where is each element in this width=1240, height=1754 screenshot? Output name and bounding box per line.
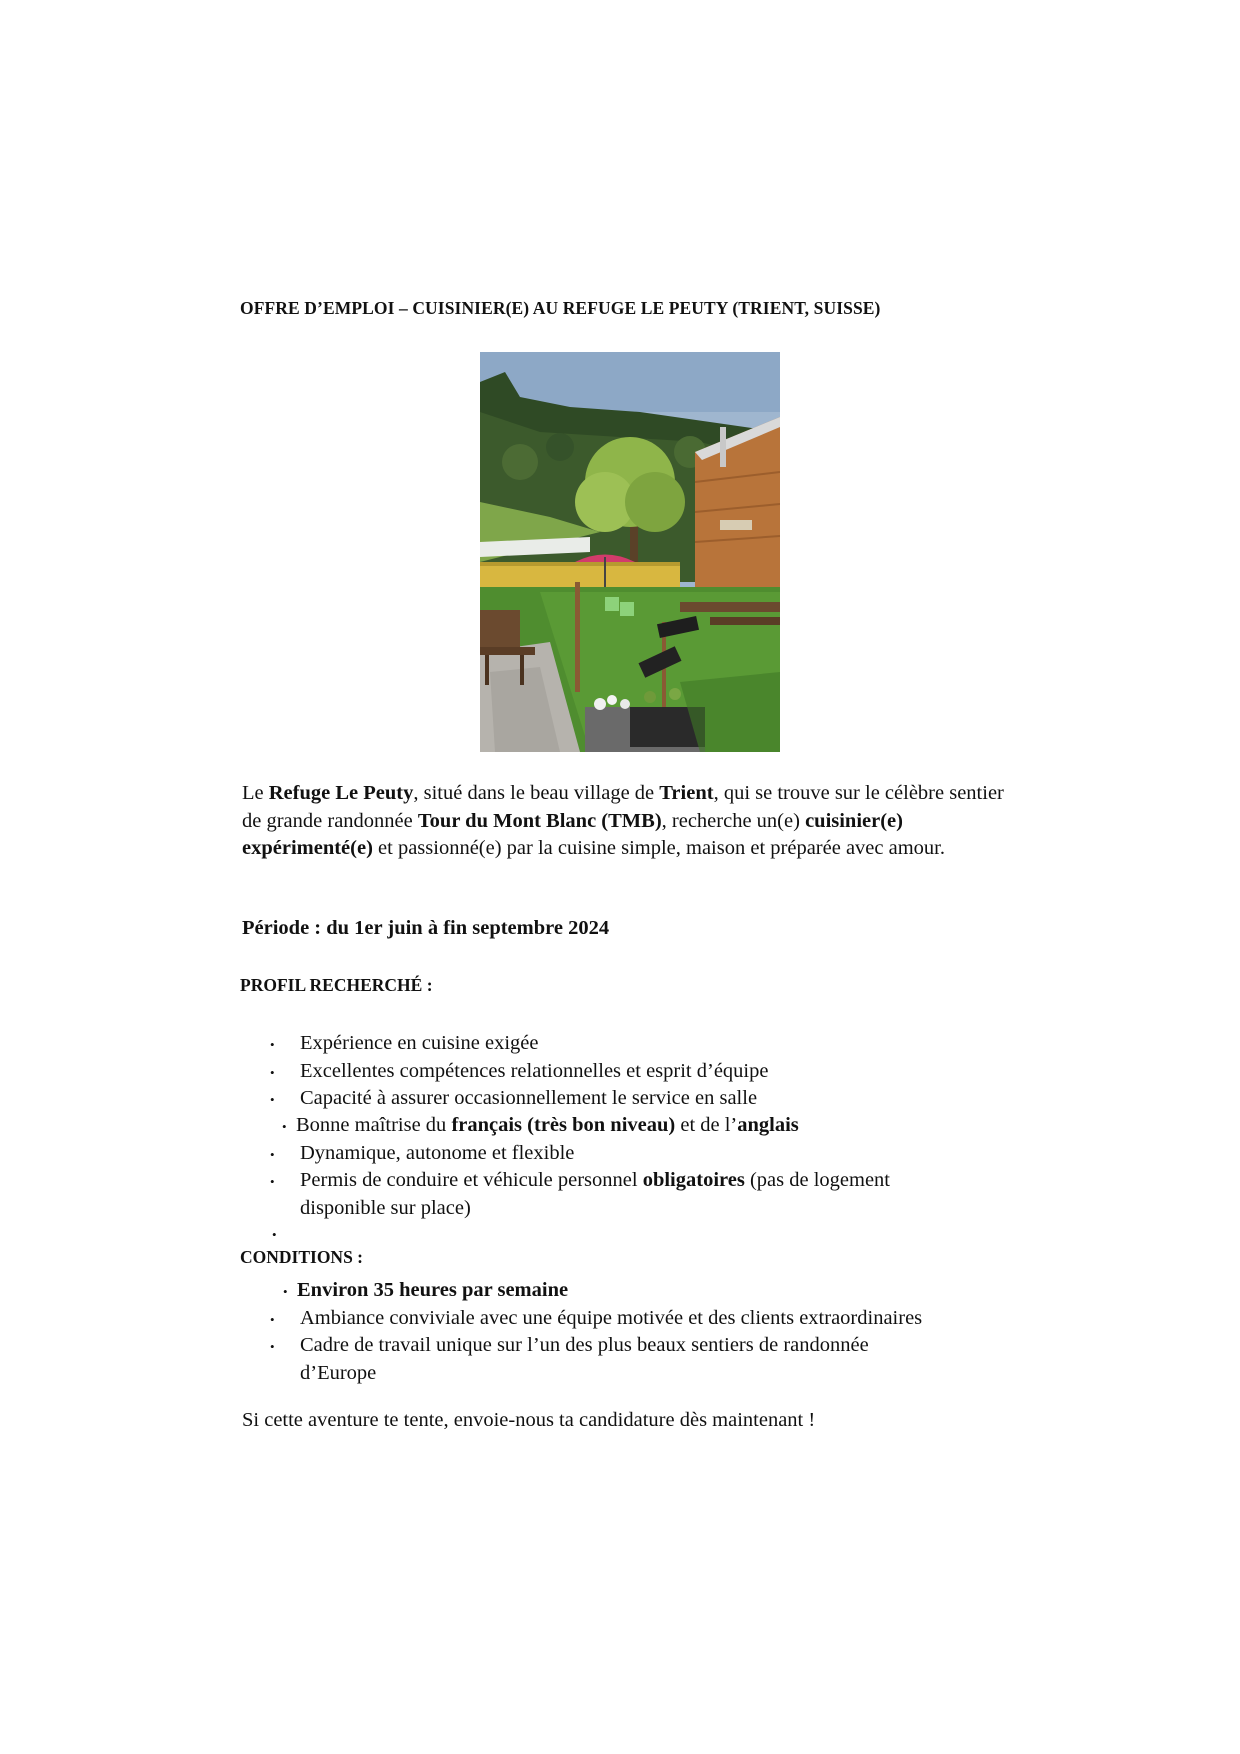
village-name: Trient: [659, 782, 714, 804]
intro-text: , recherche un(e): [661, 809, 806, 832]
list-item-continuation: [300, 1195, 471, 1223]
list-item-text: et de l’: [675, 1114, 738, 1136]
trail-name: Tour du Mont Blanc (TMB): [417, 809, 662, 832]
list-item-text: Ambiance conviviale avec une équipe motivée et des clients extraordinaires: [300, 1307, 923, 1329]
conditions-heading: CONDITIONS :: [240, 1247, 364, 1267]
list-item-text: [300, 1167, 890, 1195]
language-french: français (très bon niveau): [451, 1114, 676, 1136]
list-item-text: Environ 35 heures par semaine: [297, 1279, 569, 1301]
intro-text: , qui se trouve sur le célèbre sentier de grande randonnée: [242, 782, 1004, 832]
list-item-text: d’Europe: [300, 1362, 377, 1384]
list-item-text: Dynamique, autonome et flexible: [300, 1142, 575, 1164]
list-item-text: Permis de conduire et véhicule personnel: [300, 1169, 643, 1191]
list-item-text: (pas de logement: [744, 1169, 890, 1191]
intro-paragraph: [242, 780, 1012, 863]
list-item-text: Bonne maîtrise du: [296, 1114, 452, 1136]
list-item-continuation: [300, 1360, 376, 1388]
intro-text: , situé dans le beau village de: [413, 782, 660, 804]
language-english: anglais: [737, 1114, 799, 1136]
bullet-icon: •: [272, 1227, 277, 1242]
bullet-icon: •: [270, 1065, 275, 1080]
bullet-icon: •: [270, 1174, 275, 1189]
list-item-text: Cadre de travail unique sur l’un des plus beaux sentiers de randonnée: [300, 1334, 869, 1356]
bullet-icon: •: [270, 1147, 275, 1162]
list-item-text: Expérience en cuisine exigée: [300, 1032, 539, 1054]
period-line: Période : du 1er juin à fin septembre 2024: [242, 917, 610, 939]
list-item-text: Excellentes compétences relationnelles et esprit d’équipe: [300, 1060, 769, 1082]
document-title: OFFRE D’EMPLOI – CUISINIER(E) AU REFUGE LE PEUTY (TRIENT, SUISSE): [240, 298, 881, 318]
intro-text: et passionné(e) par la cuisine simple, maison et préparée avec amour.: [372, 837, 945, 859]
list-item-text: [296, 1112, 799, 1140]
refuge-photo: [480, 352, 780, 752]
bullet-icon: •: [283, 1284, 288, 1299]
list-item-text: disponible sur place): [300, 1197, 471, 1219]
job-title: cuisinier(e) expérimenté(e): [242, 809, 903, 859]
profil-heading: PROFIL RECHERCHÉ :: [240, 975, 433, 995]
bullet-icon: •: [270, 1339, 275, 1354]
bullet-icon: •: [270, 1312, 275, 1327]
list-item-text: Capacité à assurer occasionnellement le service en salle: [300, 1087, 758, 1109]
bullet-icon: •: [270, 1092, 275, 1107]
bullet-icon: •: [270, 1037, 275, 1052]
closing-sentence: Si cette aventure te tente, envoie-nous ta candidature dès maintenant !: [242, 1409, 816, 1431]
bullet-icon: •: [282, 1119, 287, 1134]
mandatory-label: obligatoires: [642, 1169, 745, 1191]
refuge-name: Refuge Le Peuty: [268, 782, 414, 804]
intro-text: Le: [242, 782, 269, 804]
